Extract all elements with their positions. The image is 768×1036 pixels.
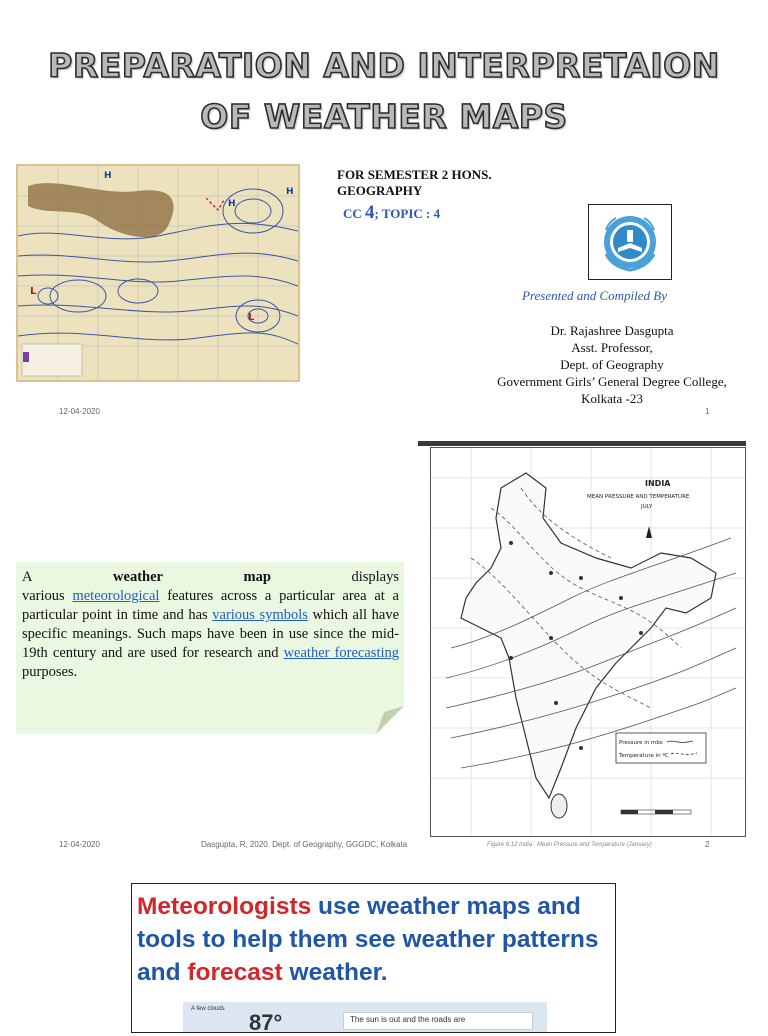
svg-text:L: L [30, 286, 37, 297]
slide-title-line2: OF WEATHER MAPS [200, 97, 568, 136]
word-meteorologists: Meteorologists [137, 893, 312, 920]
slide1-date: 12-04-2020 [59, 407, 100, 416]
widget-temperature: 87° [249, 1010, 283, 1035]
definition-body [22, 587, 399, 682]
map-caption: Figure 8.12 India : Mean Pressure and Temperature (January) [487, 842, 652, 848]
slide1-page-number: 1 [705, 407, 710, 416]
definition-segment: purposes. [22, 664, 78, 680]
map-month: JULY [641, 504, 653, 510]
slide2-page-number: 2 [705, 840, 710, 849]
author-department: Dept. of Geography [560, 357, 664, 372]
definition-first-line [22, 568, 399, 587]
definition-segment: which all have specific meanings. Such maps have been in use since the mid-19th century and are used for research and [22, 607, 400, 661]
weather-widget-image [183, 1002, 547, 1035]
svg-text:H: H [104, 171, 112, 181]
svg-text:L: L [248, 312, 255, 323]
word-map: map [243, 569, 271, 585]
link-meteorological[interactable]: meteorological [72, 588, 160, 604]
india-map-canvas [430, 447, 746, 837]
author-name: Dr. Rajashree Dasgupta [550, 323, 674, 338]
slide2-date: 12-04-2020 [59, 840, 100, 849]
semester-info [337, 167, 492, 199]
word-a: A [22, 569, 33, 585]
semester-line2: GEOGRAPHY [337, 183, 423, 198]
author-block [460, 322, 764, 407]
definition-segment: various [22, 588, 73, 604]
widget-note: The sun is out and the roads are [343, 1012, 533, 1030]
legend-temperature: Temperature in ºC [619, 753, 669, 759]
map-top-bar [418, 441, 746, 446]
cc-suffix: ; TOPIC : 4 [374, 206, 441, 221]
link-various-symbols[interactable]: various symbols [212, 607, 308, 623]
word-weather: weather [113, 569, 163, 585]
link-weather-forecasting[interactable]: weather forecasting [283, 645, 399, 661]
course-topic [343, 202, 440, 224]
presented-by-label: Presented and Compiled By [522, 288, 668, 303]
headline-segment: use weather maps and tools to help them see weather patterns and [137, 893, 599, 986]
widget-clouds-label: A few clouds [191, 1006, 225, 1012]
weather-map-thumbnail [16, 164, 300, 382]
india-pressure-map [418, 441, 746, 837]
callout-fold-corner [376, 706, 404, 734]
college-logo [588, 204, 672, 280]
slide3-headline [137, 890, 615, 989]
slide2-footer: Dasgupta, R, 2020. Dept. of Geography, GGGDC, Kolkata [201, 840, 408, 849]
word-forecast: forecast [187, 959, 283, 986]
author-city: Kolkata -23 [581, 391, 643, 406]
headline-segment: weather. [282, 959, 388, 986]
college-emblem-icon [598, 210, 662, 274]
slide-title-line1: PREPARATION AND INTERPRETAION [48, 46, 720, 85]
legend-pressure: Pressure in mbs [619, 740, 663, 746]
semester-line1: FOR SEMESTER 2 HONS. [337, 167, 492, 182]
author-college: Government Girls’ General Degree College, [497, 374, 727, 389]
svg-text:H: H [286, 187, 294, 197]
definition-segment: features across a particular area at a particular point in time and has [22, 588, 399, 623]
author-position: Asst. Professor, [571, 340, 653, 355]
map-subtitle: MEAN PRESSURE AND TEMPERATURE [587, 494, 690, 500]
svg-text:H: H [228, 199, 236, 209]
cc-number: 4 [365, 202, 375, 223]
definition-text [22, 568, 399, 682]
map-title: INDIA [645, 479, 671, 488]
word-displays: displays [351, 569, 399, 585]
cc-prefix: CC [343, 206, 366, 221]
